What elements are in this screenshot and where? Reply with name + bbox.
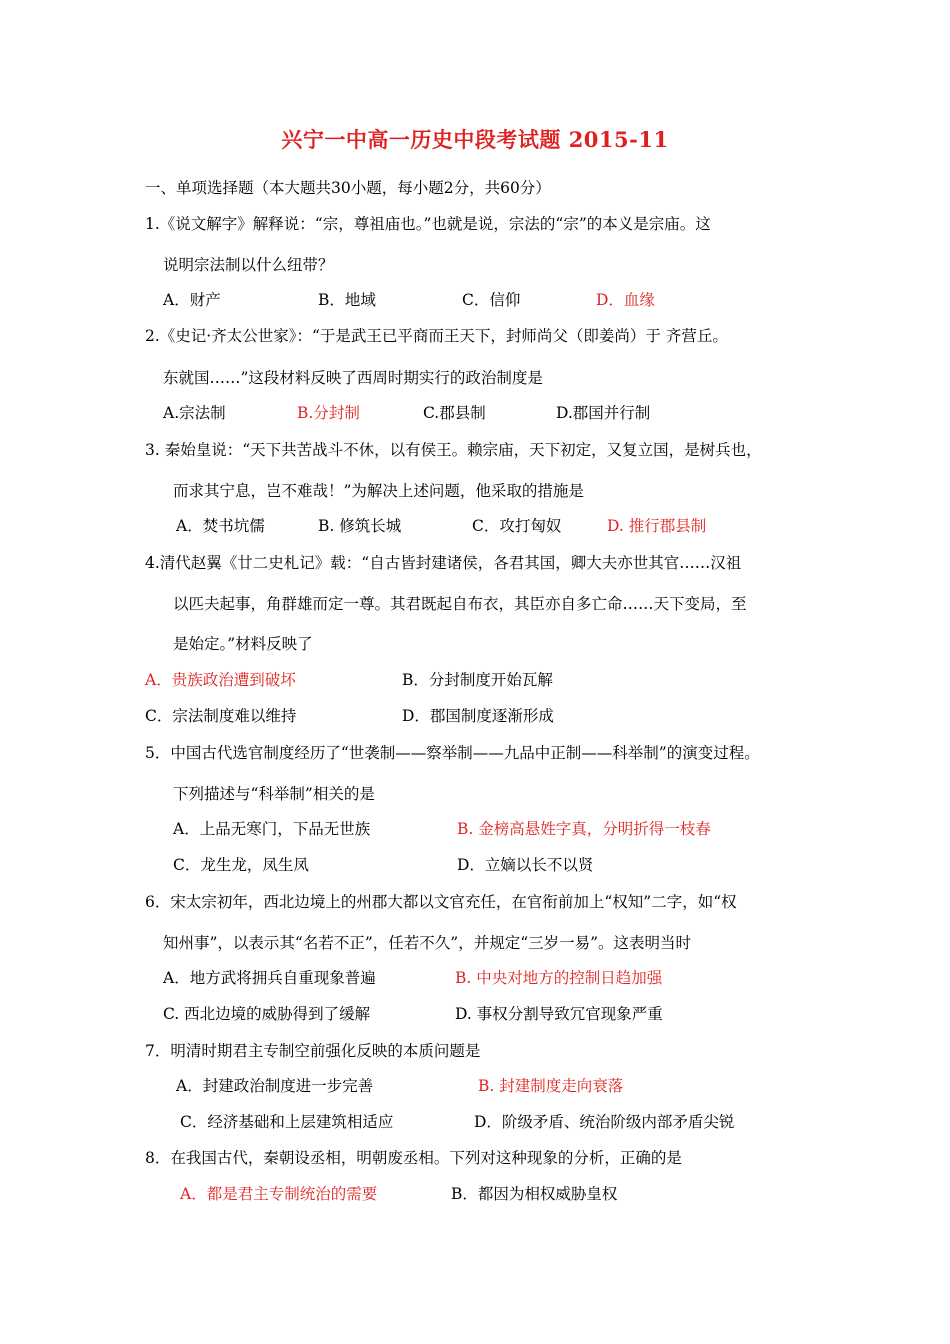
question-4-option-d: D．郡国制度逐渐形成 <box>402 707 554 725</box>
question-7-line-1: 7．明清时期君主专制空前强化反映的本质问题是 <box>145 1042 481 1060</box>
question-3-line-1: 3. 秦始皇说：“天下共苦战斗不休，以有侯王。赖宗庙，天下初定，又复立国，是树兵也， <box>145 441 762 459</box>
question-3-option-a: A．焚书坑儒 <box>176 517 265 535</box>
question-5-line-1: 5．中国古代选官制度经历了“世袭制——察举制——九品中正制——科举制”的演变过程。 <box>145 744 760 762</box>
question-5-option-c: C．龙生龙，凤生凤 <box>173 856 309 874</box>
question-5-option-b-answer: B. 金榜高悬姓字真，分明折得一枝春 <box>457 820 711 838</box>
question-6-option-d: D. 事权分割导致冗官现象严重 <box>455 1005 663 1023</box>
question-7-option-b-answer: B. 封建制度走向衰落 <box>478 1077 624 1095</box>
question-7-option-d: D．阶级矛盾、统治阶级内部矛盾尖锐 <box>474 1113 735 1131</box>
question-2-option-b-answer: B.分封制 <box>297 404 360 422</box>
question-7-option-c: C．经济基础和上层建筑相适应 <box>180 1113 394 1131</box>
question-6-line-1: 6．宋太宗初年，西北边境上的州郡大都以文官充任，在官衔前加上“权知”二字，如“权 <box>145 893 737 911</box>
question-6-option-a: A．地方武将拥兵自重现象普遍 <box>163 969 376 987</box>
question-3-line-2: 而求其宁息，岂不难哉！”为解决上述问题，他采取的措施是 <box>173 482 584 500</box>
question-3-option-c: C．攻打匈奴 <box>472 517 562 535</box>
question-6-option-b-answer: B. 中央对地方的控制日趋加强 <box>455 969 663 987</box>
question-6-line-2: 知州事”，以表示其“名若不正”，任若不久”，并规定“三岁一易”。这表明当时 <box>163 934 692 952</box>
question-4-line-1: 4.清代赵翼《廿二史札记》载：“自古皆封建诸侯，各君其国，卿大夫亦世其官……汉祖 <box>145 554 742 572</box>
question-4-option-b: B．分封制度开始瓦解 <box>402 671 553 689</box>
question-1-option-b: B．地域 <box>318 291 376 309</box>
question-4-line-2: 以匹夫起事，角群雄而定一尊。其君既起自布衣，其臣亦自多亡命……天下变局，至 <box>173 595 747 613</box>
page-title: 兴宁一中高一历史中段考试题 2015-11 <box>281 127 669 152</box>
question-4-line-3: 是始定。”材料反映了 <box>173 635 313 653</box>
question-1-option-c: C．信仰 <box>462 291 521 309</box>
question-4-option-a-answer: A．贵族政治遭到破坏 <box>145 671 296 689</box>
question-2-line-1: 2.《史记·齐太公世家》：“于是武王已平商而王天下，封师尚父（即姜尚）于 齐营丘。 <box>145 327 728 345</box>
question-3-option-d-answer: D. 推行郡县制 <box>607 517 707 535</box>
question-1-line-2: 说明宗法制以什么纽带？ <box>163 256 334 274</box>
question-2-option-c: C.郡县制 <box>423 404 486 422</box>
question-5-option-a: A．上品无寒门，下品无世族 <box>173 820 371 838</box>
question-2-option-d: D.郡国并行制 <box>556 404 651 422</box>
question-6-option-c: C. 西北边境的威胁得到了缓解 <box>163 1005 371 1023</box>
question-8-line-1: 8．在我国古代，秦朝设丞相，明朝废丞相。下列对这种现象的分析，正确的是 <box>145 1149 682 1167</box>
question-8-option-b: B．都因为相权威胁皇权 <box>451 1185 618 1203</box>
question-1-option-a: A．财产 <box>163 291 221 309</box>
question-5-line-2: 下列描述与“科举制”相关的是 <box>173 785 375 803</box>
question-2-option-a: A.宗法制 <box>163 404 226 422</box>
question-1-line-1: 1.《说文解字》解释说：“宗，尊祖庙也。”也就是说，宗法的“宗”的本义是宗庙。这 <box>145 215 711 233</box>
question-4-option-c: C．宗法制度难以维持 <box>145 707 297 725</box>
question-5-option-d: D．立嫡以长不以贤 <box>457 856 594 874</box>
section-heading: 一、单项选择题（本大题共30小题，每小题2分，共60分） <box>145 179 551 197</box>
question-2-line-2: 东就国……”这段材料反映了西周时期实行的政治制度是 <box>163 369 543 387</box>
question-1-option-d-answer: D．血缘 <box>596 291 655 309</box>
question-8-option-a-answer: A．都是君主专制统治的需要 <box>180 1185 378 1203</box>
question-3-option-b: B. 修筑长城 <box>318 517 402 535</box>
question-7-option-a: A．封建政治制度进一步完善 <box>176 1077 374 1095</box>
